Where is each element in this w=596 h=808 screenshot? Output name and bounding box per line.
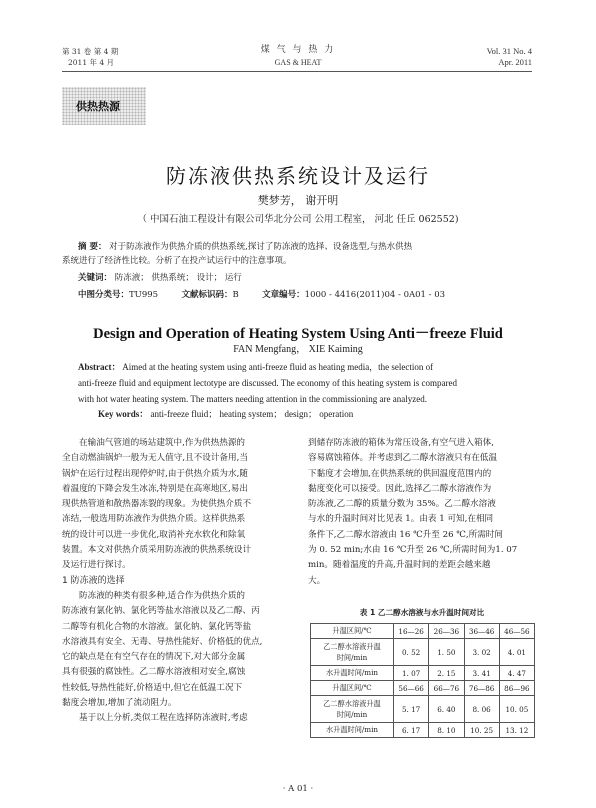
table-row [311,639,535,666]
table-cell: 6. 40 [429,696,464,723]
header-volume-cn: 第 31 卷 第 4 期 [62,47,119,56]
keywords-cn-label: 关键词： [78,273,113,283]
table-cell: 10. 25 [464,723,499,738]
table-caption: 表 1 乙二醇水溶液与水升温时间对比 [359,608,485,617]
table-cell: 66—76 [429,681,464,696]
left-paragraph-3: 基于以上分析,类似工程在选择防冻液时,考虑 [79,713,248,724]
table-row-label: 水升温时间/min [311,723,394,738]
text-line: 防冻液,乙二醇的质量分数为 35%。乙二醇水溶液 [308,499,496,510]
header-journal-en: GAS & HEAT [274,58,322,67]
table-cell: 36—46 [464,624,499,639]
abstract-cn-label: 摘 要： [78,242,107,252]
table-cell: 8. 06 [464,696,499,723]
text-line: 着温度的下降会发生冰冻,特别是在高寒地区,易出 [62,483,248,494]
keywords-cn [78,272,242,286]
page-number: · A 01 · [282,784,314,794]
table-cell: 8. 10 [429,723,464,738]
text-line: 黏度变化可以接受。因此,选择乙二醇水溶液作为 [308,483,492,494]
table-row-label: 水升温时间/min [311,666,394,681]
text-line: 全自动燃油锅炉一般为无人值守,且不设计备用,当 [62,453,248,464]
keywords-cn-text: 防冻液； 供热系统； 设计； 运行 [114,273,242,283]
text-line: 到储存防冻液的箱体为常压设备,有空气进入箱体, [308,438,494,448]
table-row-label: 乙二醇水溶液升温 时间/min [311,696,394,723]
abstract-en-line2: anti-freeze fluid and equipment lectotype are discussed. The economy of this heating system is compared [78,378,457,388]
left-paragraph-1 [62,436,294,574]
abstract-cn-text1: 对于防冻液作为供热介质的供热系统,探讨了防冻液的选择、设备选型,与热水供热 [109,242,413,252]
classification-line [78,289,445,303]
header-volume-en: Vol. 31 No. 4 [486,46,532,56]
table-cell: 10. 05 [499,696,534,723]
article-title-en: Design and Operation of Heating System Using Anti－freeze Fluid [93,326,503,342]
header-date-en: Apr. 2011 [498,57,532,67]
table-cell: 4. 01 [499,639,534,666]
table-cell: 6. 17 [394,723,429,738]
table-cell: 1. 50 [429,639,464,666]
table-row [311,723,535,738]
table-cell: 4. 47 [499,666,534,681]
table-row-label: 升温区间/℃ [311,624,394,639]
text-line: 黏度会增加,增加了流动阻力。 [62,698,177,709]
table-row-label: 乙二醇水溶液升温 时间/min [311,639,394,666]
text-line: 为 0. 52 min;水由 16 ℃升至 26 ℃,所需时间为1. 07 [308,545,518,556]
text-line: 性较低,导热性能好,价格适中,但它在低温工况下 [62,682,243,693]
table-cell: 26—36 [429,624,464,639]
right-column [308,436,536,589]
text-line: 防冻液的种类有很多种,适合作为供热介质的 [79,590,246,601]
abstract-en-label: Abstract： [78,362,121,372]
keywords-en [98,407,353,421]
header-date-cn: 2011 年 4 月 [68,58,115,67]
table-cell: 5. 17 [394,696,429,723]
text-line: 冻结,一般选用防冻液作为供热介质。这样供热系 [62,514,246,525]
keywords-en-label: Key words： [98,409,149,419]
text-line: 它的缺点是在有空气存在的情况下,对大部分金属 [62,652,246,663]
authors-cn: 樊梦芳， 谢开明 [257,194,339,207]
text-line: 及运行进行探讨。 [62,560,131,571]
table-cell: 3. 02 [464,639,499,666]
article-no-value: 1000 - 4416(2011)04 - 0A01 - 03 [304,290,446,300]
abstract-en-line3: with hot water heating system. The matters needing attention in the commissioning are analyzed. [78,394,427,404]
doc-code-value: B [232,290,239,300]
table-cell: 46—56 [499,624,534,639]
data-table [310,623,535,738]
table-row-label: 升温区间/℃ [311,681,394,696]
table-row [311,624,535,639]
left-paragraph-2 [62,589,294,711]
text-line: 二醇等有机化合物的水溶液。氯化钠、氯化钙等盐 [62,621,252,632]
text-line: 统的设计可以进一步优化,取消补充水软化和除氧 [62,529,246,540]
table-cell: 76—86 [464,681,499,696]
abstract-en-line1 [78,360,433,374]
table-cell: 86—96 [499,681,534,696]
text-line: 大。 [308,575,326,586]
text-line: 现供热管道和散热器冻裂的现象。为使供热介质不 [62,499,252,510]
text-line: 在输油气管道的场站建筑中,作为供热热源的 [79,438,246,448]
article-no-label: 文章编号： [262,290,305,300]
text-line: 防冻液有氯化钠、氯化钙等盐水溶液以及乙二醇、丙 [62,606,260,617]
left-column [62,436,294,727]
text-line: 具有很强的腐蚀性。乙二醇水溶液相对安全,腐蚀 [62,667,246,678]
table-row [311,696,535,723]
table-cell: 56—66 [394,681,429,696]
text-line: 锅炉在运行过程出现停炉时,由于供热介质为水,随 [62,468,248,479]
authors-en: FAN Mengfang， XIE Kaiming [233,344,363,355]
section-heading-1: 1 防冻液的选择 [62,575,125,586]
text-line: 装置。本文对供热介质采用防冻液的供热系统设计 [62,545,252,556]
text-line: min。随着温度的升高,升温时间的差距会越来越 [308,560,491,571]
table-cell: 0. 52 [394,639,429,666]
table-row [311,681,535,696]
affiliation-cn: （ 中国石油工程设计有限公司华北分公司 公用工程室， 河北 任丘 062552) [137,214,459,225]
header-rule [62,71,532,72]
keywords-en-text: anti-freeze fluid； heating system； design； operation [150,409,354,419]
article-title-cn: 防冻液供热系统设计及运行 [166,164,430,188]
doc-code-label: 文献标识码： [181,290,233,300]
table-row [311,666,535,681]
table-cell: 2. 15 [429,666,464,681]
text-line: 容易腐蚀箱体。并考虑到乙二醇水溶液只有在低温 [308,453,498,464]
section-stamp-label: 供热热源 [76,100,120,113]
table-cell: 3. 41 [464,666,499,681]
abstract-cn-line1 [78,241,538,255]
text-line: 水溶液具有安全、无毒、导热性能好、价格低的优点, [62,636,263,647]
section-stamp [62,87,146,125]
text-line: 条件下,乙二醇水溶液由 16 ℃升至 26 ℃,所需时间 [308,529,503,540]
table-cell: 16—26 [394,624,429,639]
header-journal-cn: 煤 气 与 热 力 [260,45,336,55]
abstract-cn-line2: 系统进行了经济性比较。分析了在投产试运行中的注意事项。 [62,256,292,266]
clc-label: 中图分类号： [78,290,130,300]
table-cell: 13. 12 [499,723,534,738]
clc-value: TU995 [129,290,159,300]
table-cell: 1. 07 [394,666,429,681]
abstract-en-text1: Aimed at the heating system using anti-freeze fluid as heating media，the selection of [122,362,434,372]
text-line: 下黏度才会增加,在供热系统的供回温度范围内的 [308,468,492,479]
text-line: 与水的升温时间对比见表 1。由表 1 可知,在相同 [308,514,494,525]
